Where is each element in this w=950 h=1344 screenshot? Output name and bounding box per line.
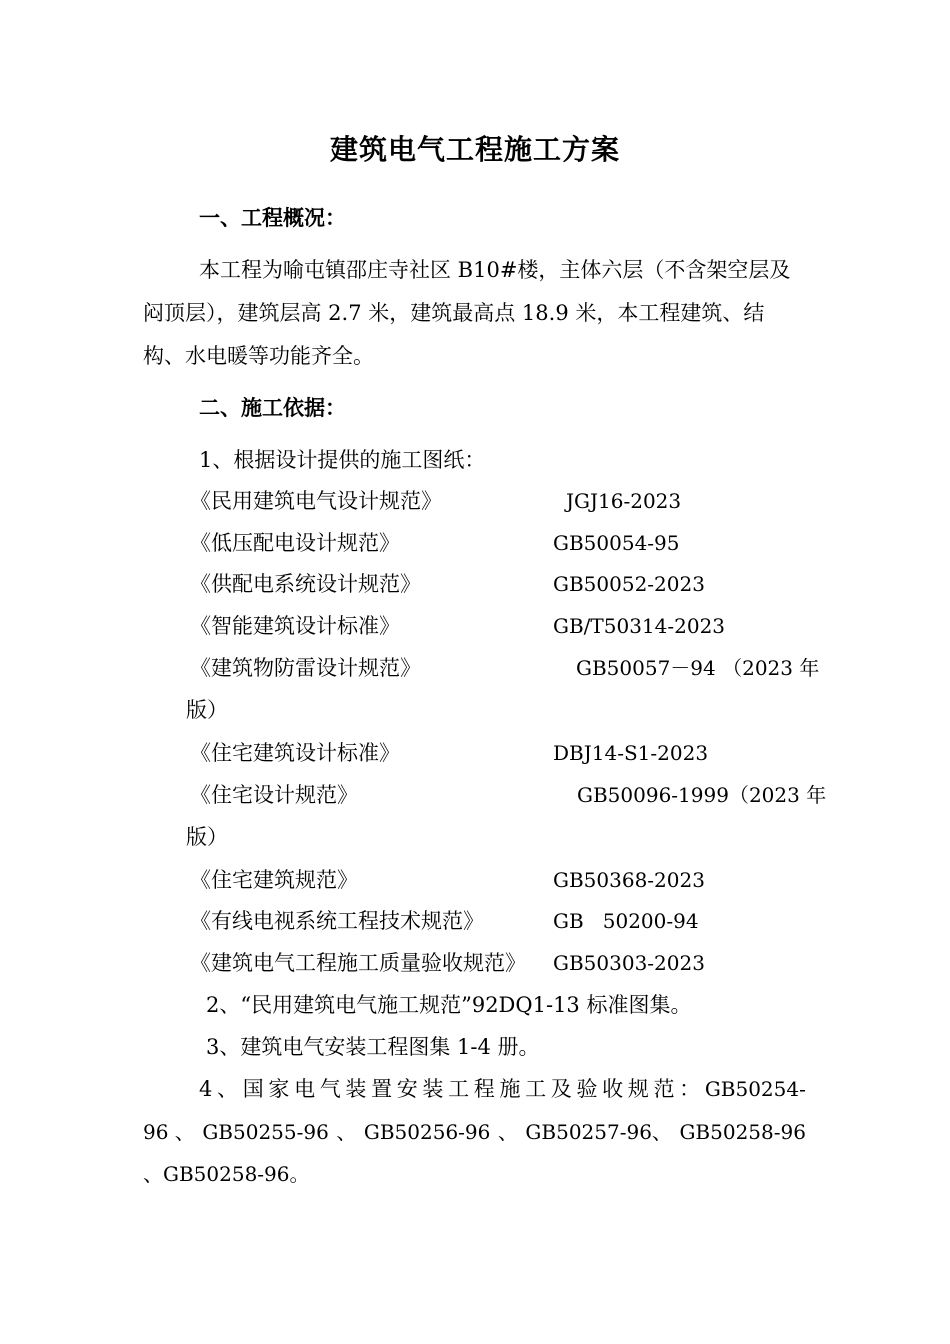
text-fragment: 安 bbox=[396, 1077, 418, 1101]
standard-code-continuation: 版） bbox=[186, 825, 228, 849]
text-fragment: 家 bbox=[268, 1077, 290, 1101]
text-fragment: 、 bbox=[497, 1120, 518, 1144]
page-title: 建筑电气工程施工方案 bbox=[329, 133, 620, 166]
text-fragment: 程 bbox=[473, 1077, 495, 1101]
standard-code: DBJ14-S1-2023 bbox=[553, 741, 709, 765]
text-fragment: 装 bbox=[422, 1077, 444, 1101]
text-fragment: 国 bbox=[242, 1077, 264, 1101]
standard-code: GB50303-2023 bbox=[553, 951, 705, 975]
standard-name: 《住宅建筑设计标准》 bbox=[190, 741, 400, 765]
text-fragment: 工 bbox=[448, 1077, 470, 1101]
text-fragment: GB50256-96 bbox=[363, 1120, 491, 1144]
standard-code: GB50057－94 （2023 年 bbox=[576, 656, 820, 680]
text-fragment: GB50254- bbox=[704, 1077, 806, 1101]
section-heading-basis: 二、施工依据： bbox=[199, 395, 346, 420]
standard-name: 《低压配电设计规范》 bbox=[190, 531, 400, 555]
text-fragment: 气 bbox=[319, 1077, 341, 1101]
basis-item-1: 1、根据设计提供的施工图纸： bbox=[199, 448, 486, 472]
basis-item-3: 3、建筑电气安装工程图集 1-4 册。 bbox=[206, 1035, 540, 1059]
standard-code: GB50052-2023 bbox=[553, 572, 705, 596]
standard-code: GB50368-2023 bbox=[553, 868, 705, 892]
text-fragment: 96 、 bbox=[143, 1120, 195, 1144]
text-fragment: ： bbox=[679, 1077, 701, 1101]
standard-code-continuation: 版） bbox=[186, 698, 228, 722]
standard-name: 《民用建筑电气设计规范》 bbox=[190, 489, 442, 513]
text-fragment: 验 bbox=[576, 1077, 598, 1101]
standard-name: 《住宅设计规范》 bbox=[190, 783, 358, 807]
basis-item-4-line-3: 、GB50258-96。 bbox=[143, 1162, 310, 1186]
text-fragment: 置 bbox=[371, 1077, 393, 1101]
text-fragment: 规 bbox=[627, 1077, 649, 1101]
standard-name: 《住宅建筑规范》 bbox=[190, 868, 358, 892]
text-fragment: 工 bbox=[525, 1077, 547, 1101]
standard-name: 《建筑电气工程施工质量验收规范》 bbox=[190, 951, 526, 975]
overview-paragraph-line-1: 本工程为喻屯镇邵庄寺社区 B10#楼，主体六层（不含架空层及 bbox=[199, 258, 791, 282]
overview-paragraph-line-3: 构、水电暖等功能齐全。 bbox=[143, 344, 374, 368]
standard-name: 《智能建筑设计标准》 bbox=[190, 614, 400, 638]
text-fragment: 电 bbox=[294, 1077, 316, 1101]
standard-code: GB 50200-94 bbox=[553, 909, 699, 933]
text-fragment: 装 bbox=[345, 1077, 367, 1101]
standard-name: 《有线电视系统工程技术规范》 bbox=[190, 909, 484, 933]
basis-item-4-line-2 bbox=[143, 1120, 806, 1144]
text-fragment: 及 bbox=[550, 1077, 572, 1101]
standard-code: GB50054-95 bbox=[553, 531, 680, 555]
text-fragment: 、 bbox=[336, 1120, 357, 1144]
standard-name: 《建筑物防雷设计规范》 bbox=[190, 656, 421, 680]
text-fragment: 4 bbox=[199, 1077, 213, 1101]
standard-name: 《供配电系统设计规范》 bbox=[190, 572, 421, 596]
section-heading-overview: 一、工程概况： bbox=[199, 205, 346, 230]
text-fragment: GB50255-96 bbox=[202, 1120, 329, 1144]
text-fragment: 施 bbox=[499, 1077, 521, 1101]
basis-item-2: 2、“民用建筑电气施工规范”92DQ1-13 标准图集。 bbox=[206, 993, 692, 1017]
text-fragment: GB50257-96、 bbox=[525, 1120, 672, 1144]
text-fragment: 、 bbox=[217, 1077, 239, 1101]
overview-paragraph-line-2: 闷顶层），建筑层高 2.7 米，建筑最高点 18.9 米，本工程建筑、结 bbox=[143, 301, 765, 325]
standard-code: JGJ16-2023 bbox=[566, 489, 682, 513]
text-fragment: GB50258-96 bbox=[679, 1120, 806, 1144]
basis-item-4-line-1 bbox=[199, 1077, 806, 1101]
text-fragment: 范 bbox=[653, 1077, 675, 1101]
text-fragment: 收 bbox=[602, 1077, 624, 1101]
standard-code: GB50096-1999（2023 年 bbox=[577, 783, 827, 807]
standard-code: GB/T50314-2023 bbox=[553, 614, 726, 638]
